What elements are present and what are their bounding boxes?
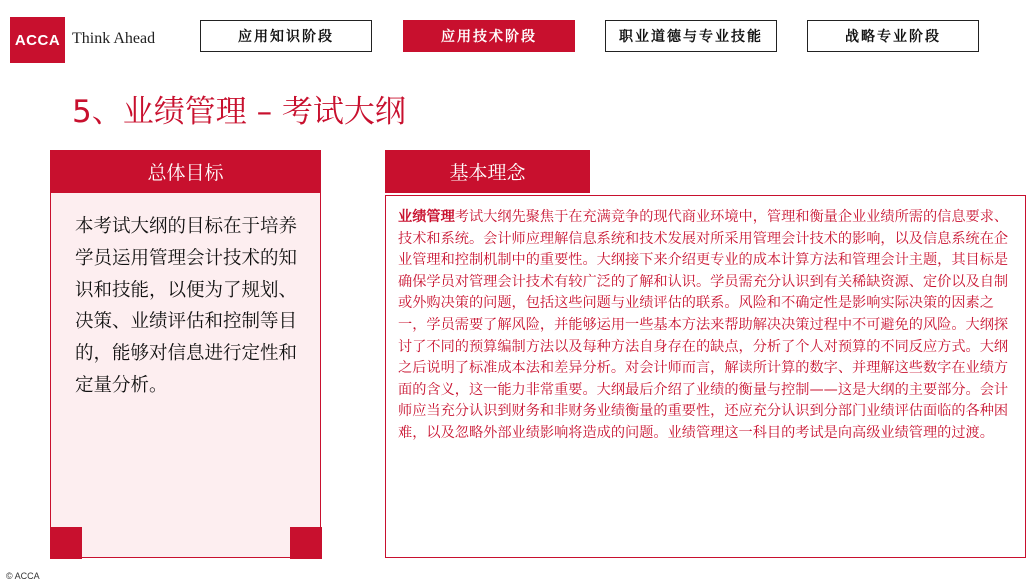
rationale-text [398, 207, 1022, 445]
tab-strategic-professional[interactable]: 战略专业阶段 [807, 20, 979, 52]
tab-applied-skills[interactable]: 应用技术阶段 [403, 20, 575, 52]
rationale-heading: 基本理念 [385, 150, 590, 193]
rationale-panel [385, 195, 1026, 558]
rationale-body: 考试大纲先聚焦于在充满竞争的现代商业环境中，管理和衡量企业业绩所需的信息要求、技术和系统。会计师应理解信息系统和技术发展对所采用管理会计技术的影响，以及信息系统在企业管理和控制机制中的重要性。大纲接下来介绍更专业的成本计算方法和管理会计主题，其目标是确保学员对管理会计技术有较广泛的了解和认识。学员需充分认识到有关稀缺资源、定价以及自制或外购决策的问题，包括这些问题与业绩评估的联系。风险和不确定性是影响实际决策的因素之一，学员需要了解风险，并能够运用一些基本方法来帮助解决决策过程中不可避免的风险。大纲探讨了不同的预算编制方法以及每种方法自身存在的缺点，分析了个人对预算的不同反应方式。大纲之后说明了标准成本法和差异分析。对会计师而言，解读所计算的数字、并理解这些数字在业绩方面的含义，这一能力非常重要。大纲最后介绍了业绩的衡量与控制——这是大纲的主要部分。会计师应当充分认识到财务和非财务业绩衡量的重要性，还应充分认识到分部门业绩评估面临的各种困难，以及忽略外部业绩影响将造成的问题。业绩管理这一科目的考试是向高级业绩管理的过渡。 [398, 209, 1009, 441]
objective-panel [50, 189, 321, 558]
objective-heading: 总体目标 [50, 150, 321, 193]
copyright: © ACCA [6, 571, 40, 581]
objective-text: 本考试大纲的目标在于培养学员运用管理会计技术的知识和技能，以便为了规划、决策、业绩评估和控制等目的，能够对信息进行定性和定量分析。 [75, 216, 298, 396]
tab-ethics-professional-skills[interactable]: 职业道德与专业技能 [605, 20, 777, 52]
acca-logo[interactable] [10, 17, 65, 63]
corner-decoration [50, 527, 82, 559]
page-title: 5、业绩管理 – 考试大纲 [72, 94, 406, 130]
corner-decoration [290, 527, 322, 559]
logo-text: ACCA [14, 31, 61, 49]
rationale-lead: 业绩管理 [398, 209, 455, 225]
brand-tagline: Think Ahead [72, 30, 156, 47]
tab-applied-knowledge[interactable]: 应用知识阶段 [200, 20, 372, 52]
